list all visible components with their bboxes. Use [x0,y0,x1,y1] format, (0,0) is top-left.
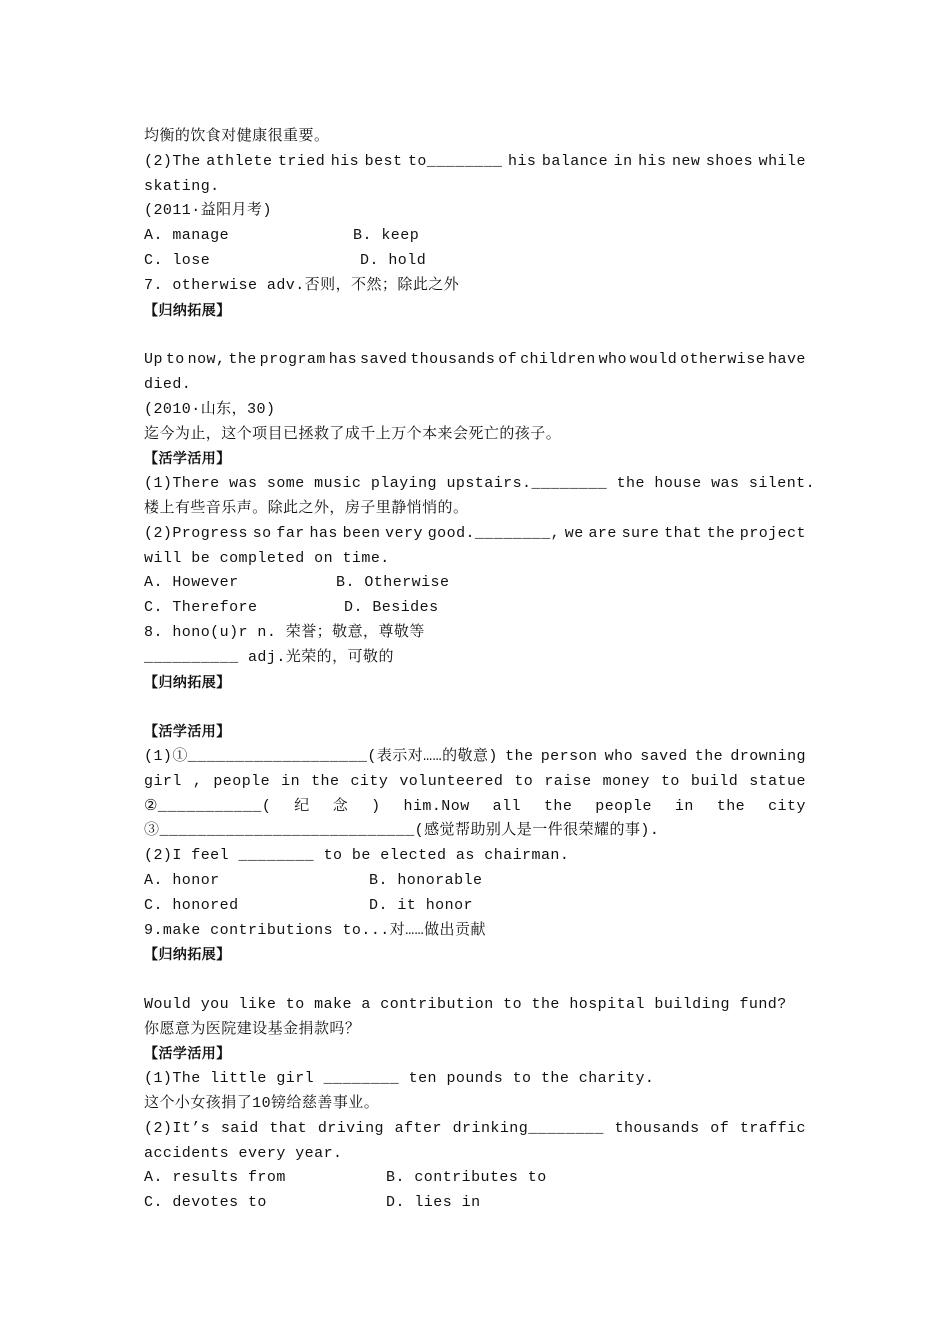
option-a: C. lose [144,251,211,269]
text-line: (1)There was some music playing upstairs.________ the house was silent. [144,475,816,493]
text-line: __________ adj.光荣的，可敬的 [144,648,394,666]
blank-line [144,968,806,993]
option-a: C. Therefore [144,599,258,617]
section-heading: 【活学活用】 [144,451,231,468]
section-heading: 【活学活用】 [144,1046,231,1063]
text-line: (1)The little girl ________ ten pounds to the charity. [144,1070,655,1088]
option-a: A. results from [144,1169,286,1187]
text-line: Would you like to make a contribution to the hospital building fund? [144,995,787,1013]
section-heading: 【归纳拓展】 [144,674,231,691]
option-b: B. keep [353,227,420,245]
text-line: Up to now, the program has saved thousands of children who would otherwise have [144,351,806,369]
option-b: B. contributes to [386,1169,547,1187]
option-line [144,249,806,274]
blank-line [144,323,806,348]
section-heading: 【归纳拓展】 [144,302,231,319]
option-line [144,1166,806,1191]
blank-line [144,695,806,720]
text-line: (2011·益阳月考) [144,202,272,220]
text-line: (2010·山东，30) [144,400,276,418]
text-line: 迄今为止，这个项目已拯救了成千上万个本来会死亡的孩子。 [144,425,562,443]
option-b: D. Besides [344,599,439,617]
option-b: D. hold [360,251,427,269]
option-a: A. honor [144,871,220,889]
text-line: died. [144,375,192,393]
text-line: (2)The athlete tried his best to________ his balance in his new shoes while [144,152,806,170]
text-line: (1)①___________________(表示对……的敬意) the person who saved the drowning [144,747,806,765]
text-line: 这个小女孩捐了10镑给慈善事业。 [144,1095,380,1113]
text-line: (2)I feel ________ to be elected as chairman. [144,847,570,865]
option-a: C. honored [144,896,239,914]
document-page [144,125,816,1216]
option-a: A. manage [144,227,230,245]
text-line: 8. hono(u)r n. 荣誉；敬意，尊敬等 [144,623,425,641]
option-line [144,224,806,249]
option-line [144,596,806,621]
option-b: B. honorable [369,871,483,889]
text-line: 9.make contributions to...对……做出贡献 [144,921,486,939]
text-line: 均衡的饮食对健康很重要。 [144,128,330,145]
text-line: accidents every year. [144,1144,343,1162]
option-line [144,869,806,894]
option-a: C. devotes to [144,1194,267,1212]
option-line [144,571,806,596]
text-line: will be completed on time. [144,549,390,567]
text-line: 楼上有些音乐声。除此之外，房子里静悄悄的。 [144,499,469,517]
text-line: (2)It’s said that driving after drinking________ thousands of traffic [144,1119,806,1137]
section-heading: 【活学活用】 [144,724,231,741]
option-b: D. lies in [386,1194,481,1212]
text-line: (2)Progress so far has been very good.________, we are sure that the project [144,524,806,542]
text-line: skating. [144,177,220,195]
text-line: girl , people in the city volunteered to raise money to build statue [144,772,806,790]
text-line: ③___________________________(感觉帮助别人是一件很荣耀的事). [144,822,660,840]
option-line [144,1191,806,1216]
option-b: D. it honor [369,896,473,914]
option-line [144,894,806,919]
option-b: B. Otherwise [336,574,450,592]
section-heading: 【归纳拓展】 [144,947,231,964]
option-a: A. However [144,574,239,592]
text-line: ②___________( 纪 念 ) him.Now all the people in the city [144,797,806,815]
text-line: 你愿意为医院建设基金捐款吗？ [144,1020,361,1038]
text-line: 7. otherwise adv.否则，不然；除此之外 [144,276,460,294]
